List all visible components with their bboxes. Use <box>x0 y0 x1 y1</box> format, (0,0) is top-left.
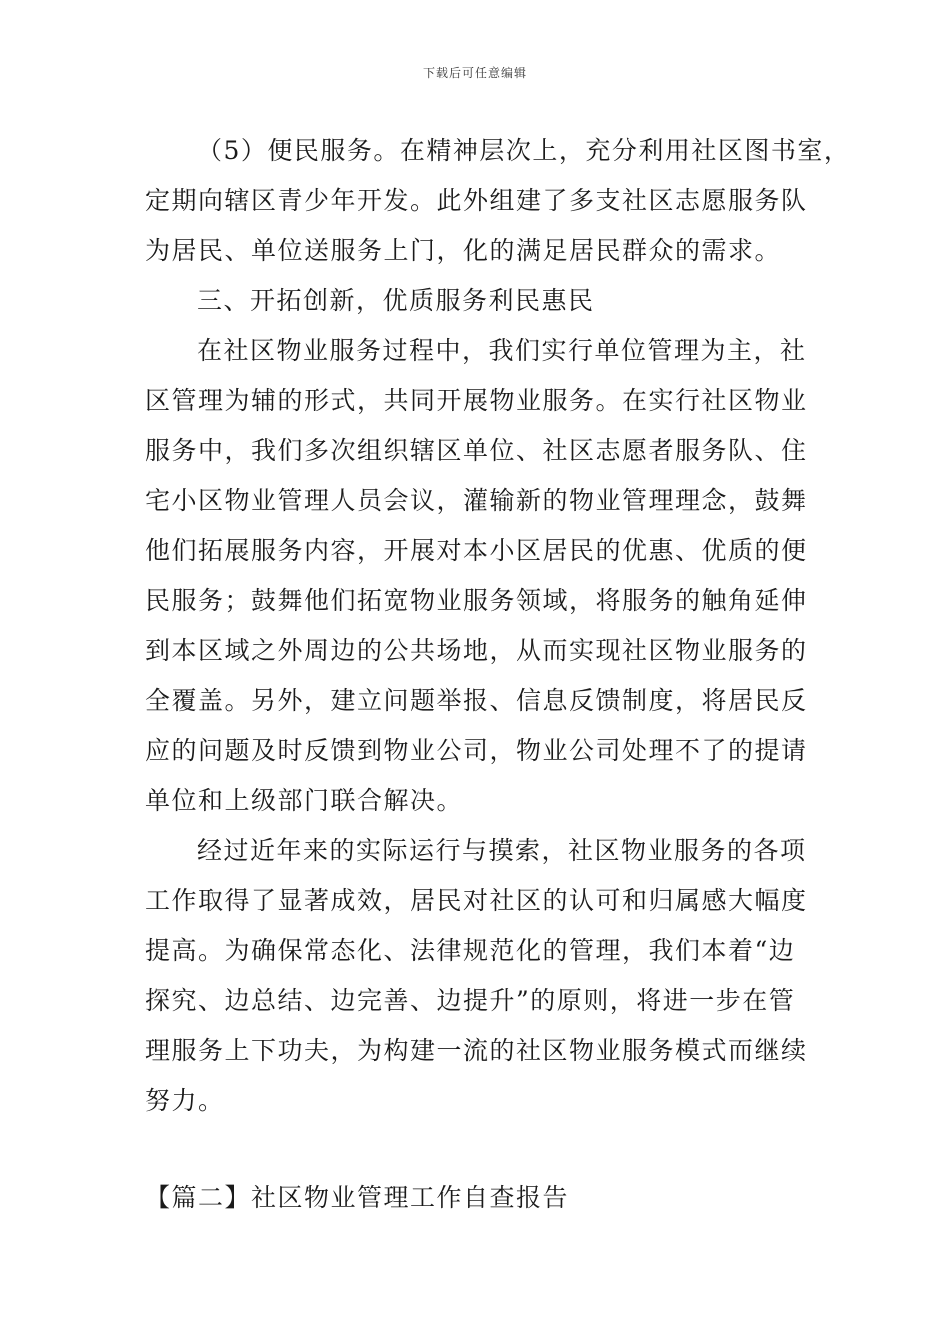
paragraph-line: 提高。为确保常态化、法律规范化的管理，我们本着“边 <box>145 936 796 965</box>
paragraph-line: 单位和上级部门联合解决。 <box>145 786 464 815</box>
paragraph-line: 应的问题及时反馈到物业公司，物业公司处理不了的提请 <box>145 736 808 765</box>
paragraph-line: 为居民、单位送服务上门，化的满足居民群众的需求。 <box>145 236 782 265</box>
paragraph-line: 定期向辖区青少年开发。此外组建了多支社区志愿服务队 <box>145 186 808 215</box>
paragraph-line: 在社区物业服务过程中，我们实行单位管理为主，社 <box>197 336 807 365</box>
paragraph-line: 区管理为辅的形式，共同开展物业服务。在实行社区物业 <box>145 386 808 415</box>
paragraph-line: 工作取得了显著成效，居民对社区的认可和归属感大幅度 <box>145 886 808 915</box>
paragraph-line: 经过近年来的实际运行与摸索，社区物业服务的各项 <box>197 836 807 865</box>
paragraph-line: 到本区域之外周边的公共场地，从而实现社区物业服务的 <box>145 636 808 665</box>
paragraph-line: 努力。 <box>145 1086 225 1115</box>
paragraph-line: 宅小区物业管理人员会议，灌输新的物业管理理念，鼓舞 <box>145 486 808 515</box>
paragraph-line: 民服务；鼓舞他们拓宽物业服务领域，将服务的触角延伸 <box>145 586 808 615</box>
paragraph-line: 全覆盖。另外，建立问题举报、信息反馈制度，将居民反 <box>145 686 808 715</box>
paragraph-line: （5）便民服务。在精神层次上，充分利用社区图书室， <box>197 136 851 165</box>
paragraph-line: 探究、边总结、边完善、边提升”的原则，将进一步在管 <box>145 986 796 1015</box>
paragraph-line: 理服务上下功夫，为构建一流的社区物业服务模式而继续 <box>145 1036 808 1065</box>
section-two-title: 【篇二】社区物业管理工作自查报告 <box>145 1183 570 1212</box>
section-heading: 三、开拓创新，优质服务利民惠民 <box>197 286 595 315</box>
page-header-note: 下载后可任意编辑 <box>422 66 527 80</box>
paragraph-line: 服务中，我们多次组织辖区单位、社区志愿者服务队、住 <box>145 436 808 465</box>
paragraph-line: 他们拓展服务内容，开展对本小区居民的优惠、优质的便 <box>145 536 808 565</box>
